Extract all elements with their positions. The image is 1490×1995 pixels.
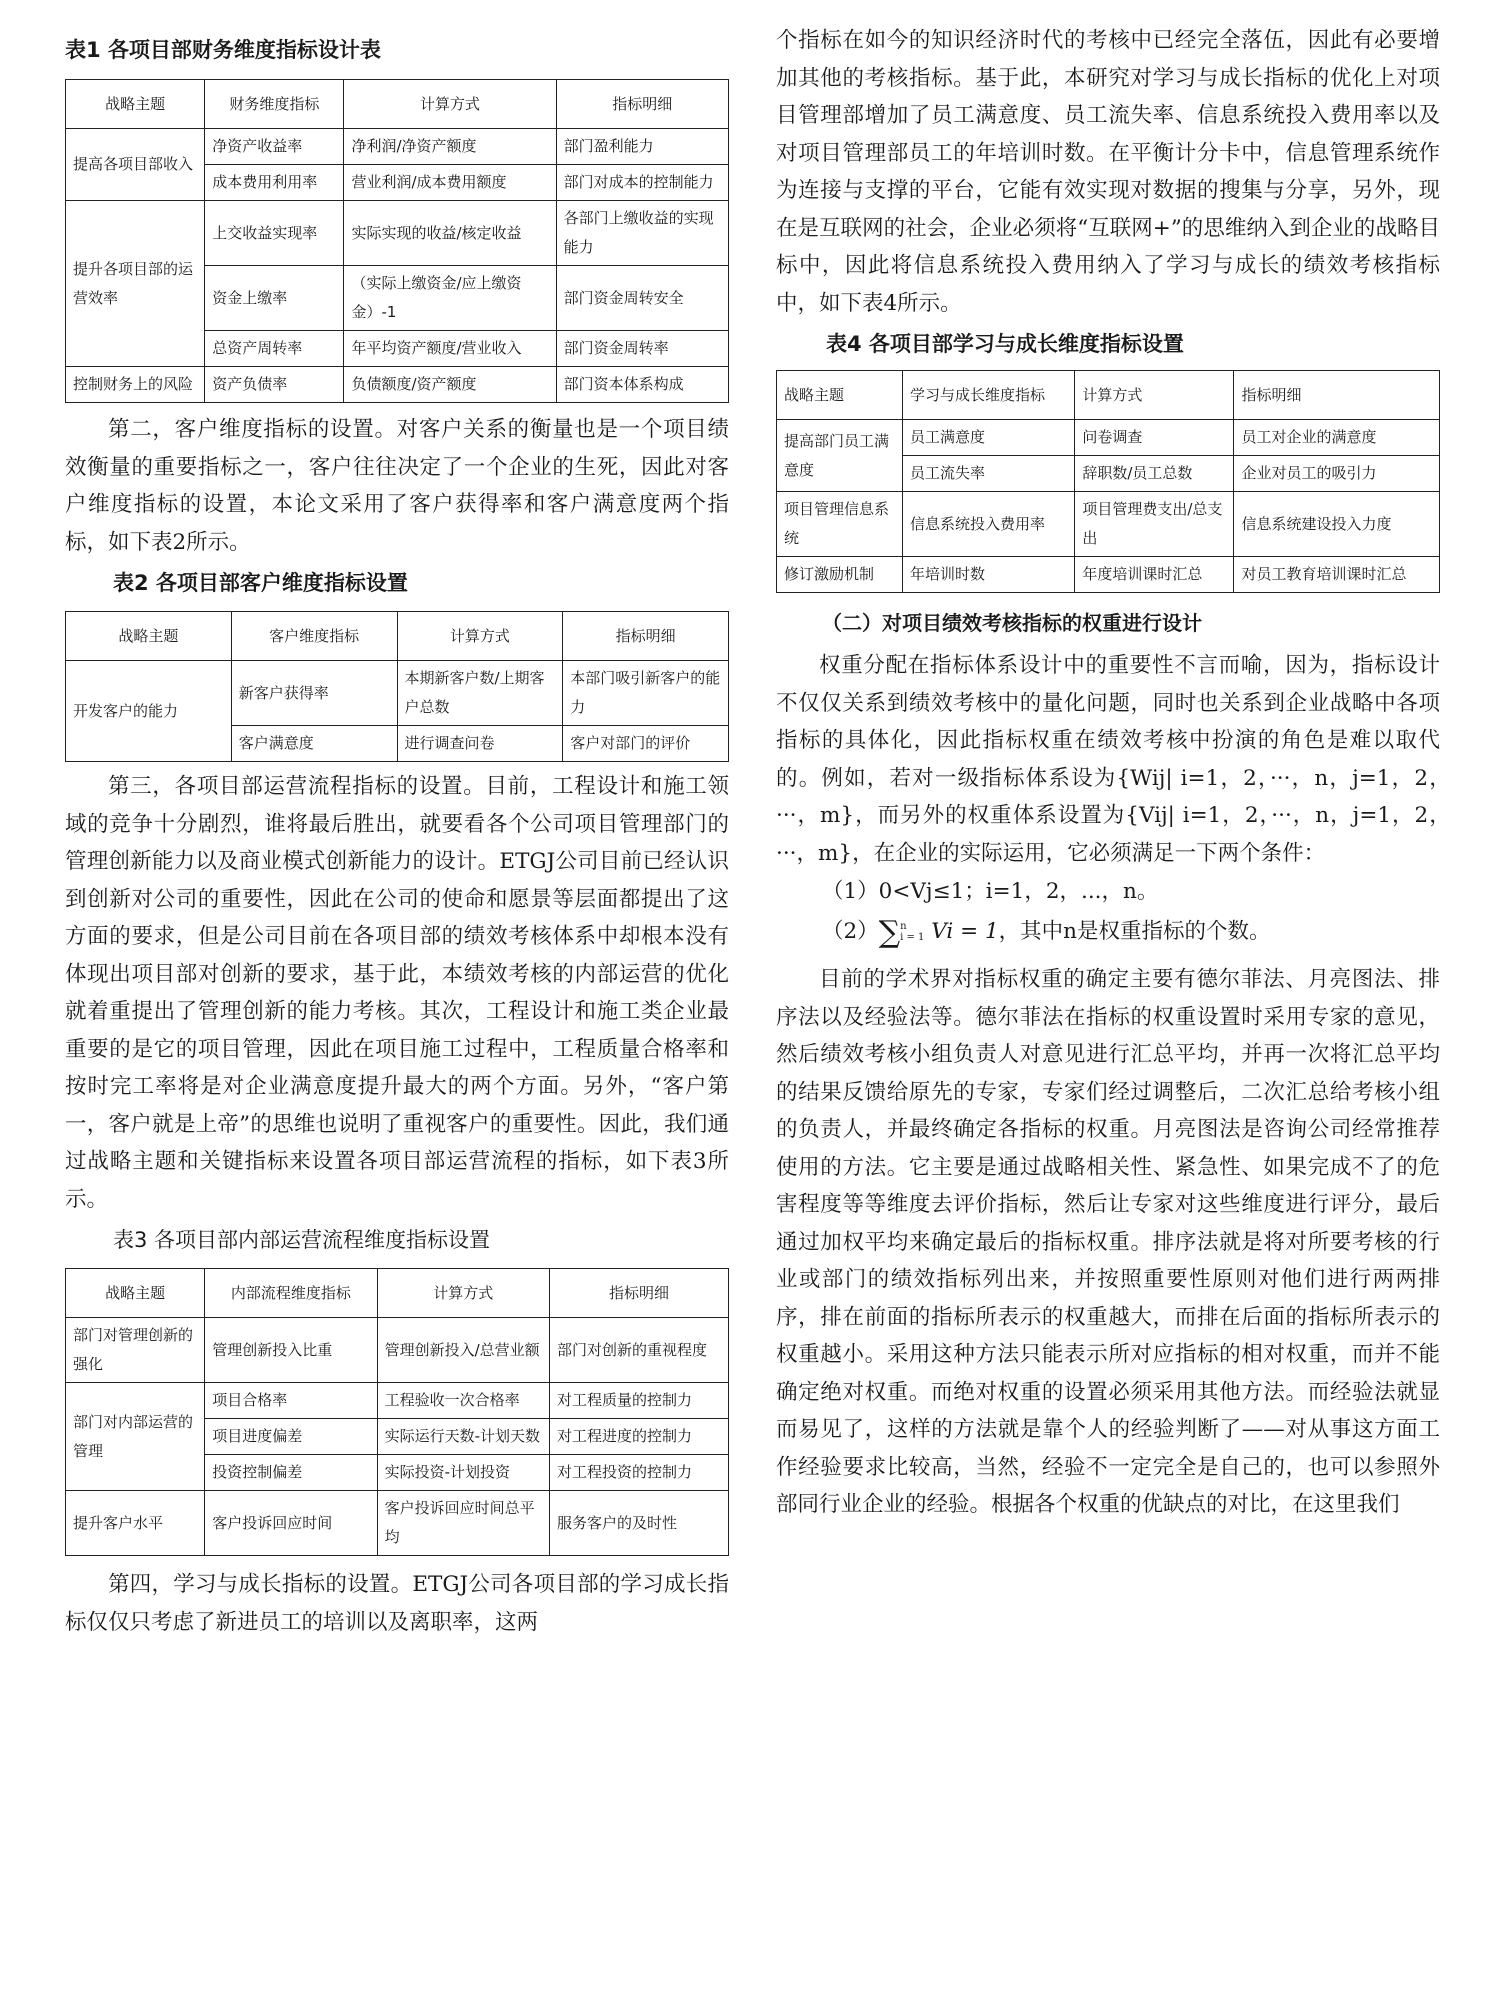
table-cell: 成本费用利用率 xyxy=(205,165,344,201)
column-header: 计算方式 xyxy=(1075,371,1234,420)
table-cell: 项目合格率 xyxy=(205,1383,377,1419)
column-header: 指标明细 xyxy=(549,1269,728,1318)
right-column xyxy=(776,0,1440,1524)
table-row xyxy=(66,1383,729,1419)
column-header: 计算方式 xyxy=(397,612,563,661)
table-header-row xyxy=(66,1269,729,1318)
table-cell: 部门对创新的重视程度 xyxy=(549,1318,728,1383)
column-header: 计算方式 xyxy=(344,80,556,129)
paragraph: 权重分配在指标体系设计中的重要性不言而喻，因为，指标设计不仅仅关系到绩效考核中的量化问题，同时也关系到企业战略中各项指标的具体化，因此指标权重在绩效考核中扮演的角色是难以取代的。例如，若对一级指标体系设为{Wij| i=1，2，···，n，j=1，2，···，m}，而另外的权重体系设置为{Vij| i=1，2，···，n，j=1，2，···，m}，在企业的实际运用，它必须满足一下两个条件： xyxy=(776,653,1440,866)
table-row xyxy=(777,492,1440,557)
table-cell: 年度培训课时汇总 xyxy=(1075,557,1234,593)
table-cell: 部门盈利能力 xyxy=(556,129,728,165)
table-cell: （实际上缴资金/应上缴资金）-1 xyxy=(344,266,556,331)
table-cell: 部门资本体系构成 xyxy=(556,367,728,403)
strategic-theme-cell: 提升客户水平 xyxy=(66,1491,205,1556)
table4 xyxy=(776,370,1440,593)
left-column xyxy=(65,0,729,1641)
table-cell: 实际实现的收益/核定收益 xyxy=(344,201,556,266)
table-row xyxy=(66,1318,729,1383)
paragraph: 第四，学习与成长指标的设置。ETGJ公司各项目部的学习成长指标仅仅只考虑了新进员工的培训以及离职率，这两 xyxy=(65,1572,729,1635)
strategic-theme-cell: 部门对管理创新的强化 xyxy=(66,1318,205,1383)
table-row xyxy=(66,1491,729,1556)
strategic-theme-cell: 部门对内部运营的管理 xyxy=(66,1383,205,1491)
column-header: 指标明细 xyxy=(556,80,728,129)
table4-caption: 表4 各项目部学习与成长维度指标设置 xyxy=(826,332,1184,356)
table-cell: 进行调查问卷 xyxy=(397,726,563,762)
table3-caption: 表3 各项目部内部运营流程维度指标设置 xyxy=(113,1228,491,1252)
table-cell: 员工对企业的满意度 xyxy=(1234,420,1440,456)
condition-2 xyxy=(776,912,1440,953)
table-cell: 资金上缴率 xyxy=(205,266,344,331)
table-cell: 项目进度偏差 xyxy=(205,1419,377,1455)
table-row xyxy=(777,557,1440,593)
table-row xyxy=(66,367,729,403)
column-header: 财务维度指标 xyxy=(205,80,344,129)
strategic-theme-cell: 开发客户的能力 xyxy=(66,661,232,762)
table-cell: 本期新客户数/上期客户总数 xyxy=(397,661,563,726)
table-cell: 管理创新投入比重 xyxy=(205,1318,377,1383)
column-header: 指标明细 xyxy=(563,612,729,661)
condition-2-suffix: ，其中n是权重指标的个数。 xyxy=(998,919,1271,944)
table3 xyxy=(65,1268,729,1556)
table-cell: 对工程投资的控制力 xyxy=(549,1455,728,1491)
section-heading: （二）对项目绩效考核指标的权重进行设计 xyxy=(822,611,1202,635)
table-cell: 净资产收益率 xyxy=(205,129,344,165)
table-cell: 企业对员工的吸引力 xyxy=(1234,456,1440,492)
table-cell: 投资控制偏差 xyxy=(205,1455,377,1491)
strategic-theme-cell: 控制财务上的风险 xyxy=(66,367,205,403)
column-header: 客户维度指标 xyxy=(231,612,397,661)
table-cell: 员工满意度 xyxy=(902,420,1074,456)
table-cell: 部门对成本的控制能力 xyxy=(556,165,728,201)
table-cell: 项目管理费支出/总支出 xyxy=(1075,492,1234,557)
strategic-theme-cell: 提高部门员工满意度 xyxy=(777,420,903,492)
table-cell: 管理创新投入/总营业额 xyxy=(377,1318,549,1383)
table-row xyxy=(66,661,729,726)
column-header: 战略主题 xyxy=(66,612,232,661)
table-cell: 总资产周转率 xyxy=(205,331,344,367)
table-cell: 实际运行天数-计划天数 xyxy=(377,1419,549,1455)
table-cell: 新客户获得率 xyxy=(231,661,397,726)
sum-term: Vi = 1 xyxy=(924,919,999,944)
table-cell: 对工程进度的控制力 xyxy=(549,1419,728,1455)
table-header-row xyxy=(777,371,1440,420)
column-header: 计算方式 xyxy=(377,1269,549,1318)
table-cell: 对工程质量的控制力 xyxy=(549,1383,728,1419)
table-row xyxy=(777,420,1440,456)
strategic-theme-cell: 提升各项目部的运营效率 xyxy=(66,201,205,367)
table-cell: 服务客户的及时性 xyxy=(549,1491,728,1556)
table-cell: 客户对部门的评价 xyxy=(563,726,729,762)
table-cell: 员工流失率 xyxy=(902,456,1074,492)
condition-1: （1）0<Vj≤1；i=1，2，...，n。 xyxy=(822,879,1159,904)
table-cell: 辞职数/员工总数 xyxy=(1075,456,1234,492)
table-cell: 实际投资-计划投资 xyxy=(377,1455,549,1491)
table-header-row xyxy=(66,80,729,129)
strategic-theme-cell: 项目管理信息系统 xyxy=(777,492,903,557)
paragraph: 目前的学术界对指标权重的确定主要有德尔菲法、月亮图法、排序法以及经验法等。德尔菲法在指标的权重设置时采用专家的意见，然后绩效考核小组负责人对意见进行汇总平均，并再一次将汇总平均的结果反馈给原先的专家，专家们经过调整后，二次汇总给考核小组的负责人，并最终确定各指标的权重。月亮图法是咨询公司经常推荐使用的方法。它主要是通过战略相关性、紧急性、如果完成不了的危害程度等等维度去评价指标，然后让专家对这些维度进行评分，最后通过加权平均来确定最后的指标权重。排序法就是将对所要考核的行业或部门的绩效指标列出来，并按照重要性原则对他们进行两两排序，排在前面的指标所表示的权重越大，而排在后面的指标所表示的权重越小。采用这种方法只能表示所对应指标的相对权重，而并不能确定绝对权重。而绝对权重的设置必须采用其他方法。而经验法就显而易见了，这样的方法就是靠个人的经验判断了——对从事这方面工作经验要求比较高，当然，经验不一定完全是自己的，也可以参照外部同行业企业的经验。根据各个权重的优缺点的对比，在这里我们 xyxy=(776,967,1440,1517)
table-cell: 资产负债率 xyxy=(205,367,344,403)
table-cell: 客户满意度 xyxy=(231,726,397,762)
sum-limits xyxy=(900,921,924,943)
condition-2-prefix: （2） xyxy=(822,919,879,944)
strategic-theme-cell: 提高各项目部收入 xyxy=(66,129,205,201)
column-header: 战略主题 xyxy=(66,80,205,129)
table2 xyxy=(65,611,729,762)
paragraph: 第二，客户维度指标的设置。对客户关系的衡量也是一个项目绩效衡量的重要指标之一，客户往往决定了一个企业的生死，因此对客户维度指标的设置，本论文采用了客户获得率和客户满意度两个指标，如下表2所示。 xyxy=(65,417,729,555)
table-cell: 负债额度/资产额度 xyxy=(344,367,556,403)
table-cell: 营业利润/成本费用额度 xyxy=(344,165,556,201)
paragraph: 第三，各项目部运营流程指标的设置。目前，工程设计和施工领域的竞争十分剧烈，谁将最后胜出，就要看各个公司项目管理部门的管理创新能力以及商业模式创新能力的设计。ETGJ公司目前已经认识到创新对公司的重要性，因此在公司的使命和愿景等层面都提出了这方面的要求，但是公司目前在各项目部的绩效考核体系中却根本没有体现出项目部对创新的要求，基于此，本绩效考核的内部运营的优化就着重提出了管理创新的能力考核。其次，工程设计和施工类企业最重要的是它的项目管理，因此在项目施工过程中，工程质量合格率和按时完工率将是对企业满意度提升最大的两个方面。另外，“客户第一，客户就是上帝”的思维也说明了重视客户的重要性。因此，我们通过战略主题和关键指标来设置各项目部运营流程的指标，如下表3所示。 xyxy=(65,774,729,1212)
table-cell: 净利润/净资产额度 xyxy=(344,129,556,165)
column-header: 学习与成长维度指标 xyxy=(902,371,1074,420)
table-cell: 客户投诉回应时间总平均 xyxy=(377,1491,549,1556)
table-cell: 部门资金周转安全 xyxy=(556,266,728,331)
table-cell: 年培训时数 xyxy=(902,557,1074,593)
table-cell: 各部门上缴收益的实现能力 xyxy=(556,201,728,266)
table-cell: 上交收益实现率 xyxy=(205,201,344,266)
table-row xyxy=(66,201,729,266)
table-cell: 对员工教育培训课时汇总 xyxy=(1234,557,1440,593)
table-cell: 部门资金周转率 xyxy=(556,331,728,367)
table-cell: 年平均资产额度/营业收入 xyxy=(344,331,556,367)
table1-caption: 表1 各项目部财务维度指标设计表 xyxy=(65,38,381,62)
strategic-theme-cell: 修订激励机制 xyxy=(777,557,903,593)
table-cell: 信息系统投入费用率 xyxy=(902,492,1074,557)
table-cell: 本部门吸引新客户的能力 xyxy=(563,661,729,726)
table1 xyxy=(65,79,729,403)
table-cell: 工程验收一次合格率 xyxy=(377,1383,549,1419)
table2-caption: 表2 各项目部客户维度指标设置 xyxy=(113,571,408,595)
sum-symbol: ∑ xyxy=(878,915,901,950)
column-header: 战略主题 xyxy=(66,1269,205,1318)
column-header: 内部流程维度指标 xyxy=(205,1269,377,1318)
sum-lower-limit: i = 1 xyxy=(900,932,925,943)
table-cell: 信息系统建设投入力度 xyxy=(1234,492,1440,557)
table-header-row xyxy=(66,612,729,661)
table-cell: 问卷调查 xyxy=(1075,420,1234,456)
table-row xyxy=(66,129,729,165)
column-header: 战略主题 xyxy=(777,371,903,420)
paragraph: 个指标在如今的知识经济时代的考核中已经完全落伍，因此有必要增加其他的考核指标。基于此，本研究对学习与成长指标的优化上对项目管理部增加了员工满意度、员工流失率、信息系统投入费用率以及对项目管理部员工的年培训时数。在平衡计分卡中，信息管理系统作为连接与支撑的平台，它能有效实现对数据的搜集与分享，另外，现在是互联网的社会，企业必须将“互联网+”的思维纳入到企业的战略目标中，因此将信息系统投入费用纳入了学习与成长的绩效考核指标中，如下表4所示。 xyxy=(776,28,1440,316)
sum-upper-limit: n xyxy=(900,921,907,932)
table-cell: 客户投诉回应时间 xyxy=(205,1491,377,1556)
column-header: 指标明细 xyxy=(1234,371,1440,420)
